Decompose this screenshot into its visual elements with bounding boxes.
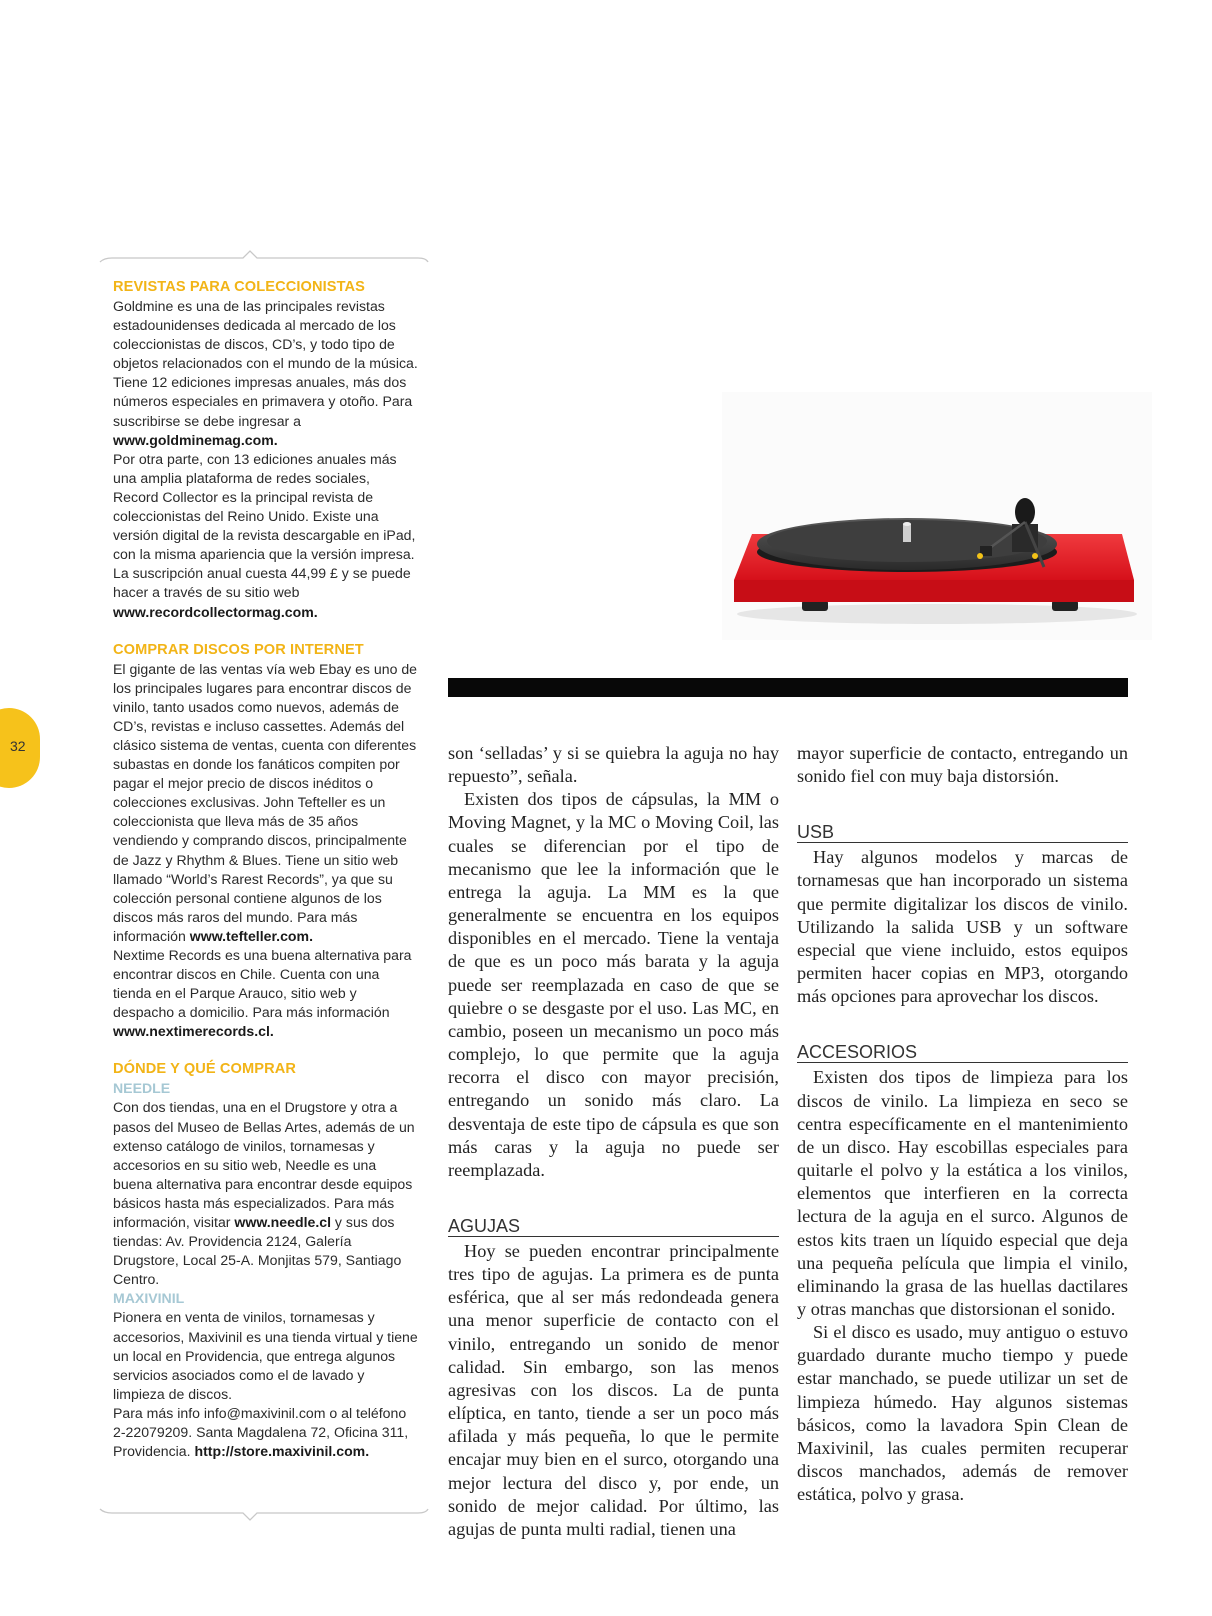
article-paragraph: mayor superficie de contacto, entregando un sonido fiel con muy baja distorsión. <box>797 743 1128 787</box>
sidebar-paragraph: Pionera en venta de vinilos, tornamesas y accesorios, Maxivinil es una tienda virtual y tiene un local en Providencia, que entrega algunos servicios asociados como el de lavado y limpieza de discos. <box>113 1309 418 1402</box>
section-heading-accesorios: ACCESORIOS <box>797 1042 1128 1063</box>
page-number: 32 <box>10 738 26 754</box>
sidebar-paragraph: Goldmine es una de las principales revistas estadounidenses dedicada al mercado de los coleccionistas de discos, CD’s, y todo tipo de objetos relacionados con el mundo de la música. Tiene 12 ediciones impresas anuales, más dos números especiales en primavera y otoño. Para suscribirse se debe ingresar a www.goldminemag.com. <box>113 298 418 448</box>
article-paragraph: son ‘selladas’ y si se quiebra la aguja no hay repuesto”, señala. <box>448 743 779 787</box>
article-paragraph: Hay algunos modelos y marcas de tornamesas que han incorporado un sistema que permite digitalizar los discos de vinilo. Utilizando la salida USB y un software especial que viene incluido, estos equipos permiten hacer copias en MP3, otorgando más opciones para aprovechar los discos. <box>797 847 1128 1007</box>
sidebar-subheading-needle: NEEDLE <box>113 1080 171 1097</box>
recordcollector-link[interactable]: www.recordcollectormag.com. <box>113 603 318 620</box>
article-paragraph: Existen dos tipos de limpieza para los discos de vinilo. La limpieza en seco se centra específicamente en el mantenimiento de un disco. Hay escobillas especiales para quitarle el polvo y la estática a los vinilos, elementos que interfieren en la correcta lectura de la aguja en el surco. Algunos de estos kits traen un líquido especial que deja una pequeña película que limpia el vinilo, eliminando la grasa de las huellas dactilares y otras manchas que distorsionan el sonido. <box>797 1067 1128 1319</box>
article-paragraph: Si el disco es usado, muy antiguo o estuvo guardado durante mucho tiempo y puede estar manchado, se puede utilizar un set de limpieza húmedo. Hay algunos sistemas básicos, como la lavadora Spin Clean de Maxivinil, las cuales permiten recuperar discos manchados, además de remover estática, polvo y grasa. <box>797 1322 1128 1505</box>
turntable-image <box>722 392 1152 640</box>
sidebar-paragraph: Nextime Records es una buena alternativa para encontrar discos en Chile. Cuenta con una tienda en el Parque Arauco, sitio web y despacho a domicilio. Para más información www.nextimerecords.cl. <box>113 947 412 1040</box>
sidebar <box>113 278 418 1461</box>
maxivinil-link[interactable]: http://store.maxivinil.com. <box>194 1443 370 1460</box>
article-paragraph: Existen dos tipos de cápsulas, la MM o Moving Magnet, y la MC o Moving Coil, las cuales se diferencian por el tipo de mecanismo que lee la información que le entrega la aguja. La MM es la que generalmente se encuentra en los equipos disponibles en el mercado. Tiene la ventaja de que es un poco más barata y la aguja puede ser reemplazada en caso de que se quiebre o se desgaste por el uso. Las MC, en cambio, poseen un mecanismo un poco más complejo, lo que permite que la aguja recorra el disco con mayor precisión, entregando un sonido más claro. La desventaja de este tipo de cápsula es que son más caras y la aguja no puede ser reemplazada. <box>448 789 779 1180</box>
sidebar-paragraph: Por otra parte, con 13 ediciones anuales más una amplia plataforma de redes sociales, Record Collector es la principal revista de coleccionistas del Reino Unido. Existe una versión digital de la revista descargable en iPad, con la misma apariencia que la versión impresa. La suscripción anual cuesta 44,99 £ y se puede hacer a través de su sitio web www.recordcollectormag.com. <box>113 450 416 620</box>
sidebar-heading-revistas: REVISTAS PARA COLECCIONISTAS <box>113 279 365 295</box>
section-heading-usb: USB <box>797 822 1128 843</box>
goldmine-link[interactable]: www.goldminemag.com. <box>113 431 278 448</box>
section-heading-agujas: AGUJAS <box>448 1216 779 1237</box>
sidebar-heading-comprar: COMPRAR DISCOS POR INTERNET <box>113 641 364 658</box>
black-divider-bar <box>448 678 1128 697</box>
nextime-link[interactable]: www.nextimerecords.cl. <box>113 1023 274 1040</box>
sidebar-heading-donde: DÓNDE Y QUÉ COMPRAR <box>113 1061 296 1078</box>
article-column-1 <box>448 742 779 1541</box>
sidebar-paragraph: El gigante de las ventas vía web Ebay es uno de los principales lugares para encontrar discos de vinilo, tanto usados como nuevos, además de CD’s, revistas e incluso cassettes. Además del clásico sistema de ventas, cuenta con diferentes subastas en donde los fanáticos compiten por pagar el mejor precio de discos inéditos o colecciones exclusivas. John Tefteller es un coleccionista que lleva más de 35 años vendiendo y comprando discos, principalmente de Jazz y Rhythm & Blues. Tiene un sitio web llamado “World’s Rarest Records”, ya que su colección personal contiene algunos de los discos más raros del mundo. Para más información www.tefteller.com. <box>113 660 417 944</box>
sidebar-subheading-maxivinil: MAXIVINIL <box>113 1290 185 1307</box>
article-column-2 <box>797 742 1128 1506</box>
tefteller-link[interactable]: www.tefteller.com. <box>189 927 313 944</box>
sidebar-paragraph: Para más info info@maxivinil.com o al teléfono 2-22079209. Santa Magdalena 72, Oficina 311, Providencia. http://store.maxivinil.com. <box>113 1404 409 1460</box>
article-paragraph: Hoy se pueden encontrar principalmente tres tipo de agujas. La primera es de punta esférica, que al ser más redondeada genera una menor superficie de contacto con el vinilo, entregando un sonido de menor calidad. Sin embargo, son las menos agresivas con los discos. La de punta elíptica, en tanto, tiende a ser un poco más afilada y más pequeña, lo que le permite encajar muy bien en el surco, otorgando una mejor lectura del disco y, por ende, un sonido de mejor calidad. Por último, las agujas de punta multi radial, tienen una <box>448 1240 779 1539</box>
needle-link[interactable]: www.needle.cl <box>234 1214 332 1231</box>
sidebar-paragraph: Con dos tiendas, una en el Drugstore y otra a pasos del Museo de Bellas Artes, además de un extenso catálogo de vinilos, tornamesas y accesorios en su sitio web, Needle es una buena alternativa para encontrar desde equipos básicos hasta más especializados. Para más información, visitar www.needle.cl y sus dos tiendas: Av. Providencia 2124, Galería Drugstore, Local 25-A. Monjitas 579, Santiago Centro. <box>113 1099 415 1288</box>
